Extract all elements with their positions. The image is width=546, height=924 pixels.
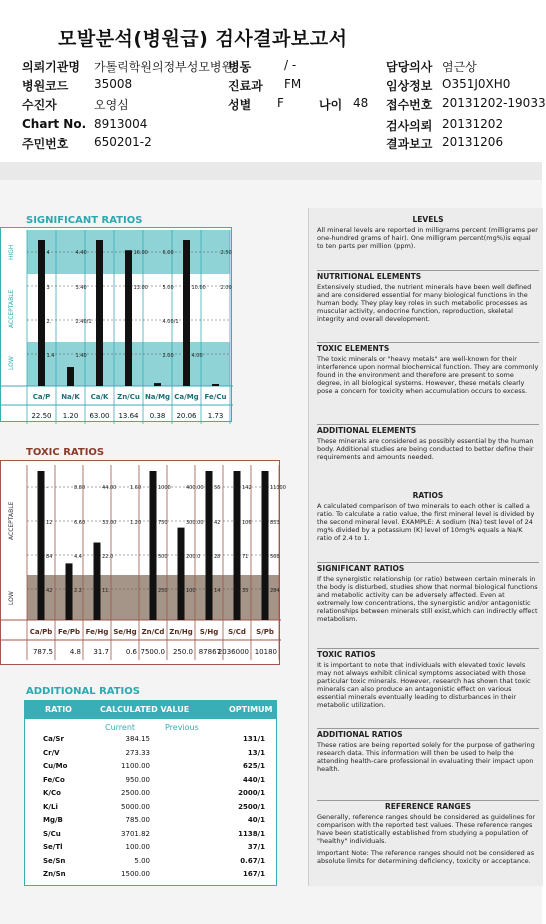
additional-ratio-row <box>25 870 276 883</box>
category-label: Zn/Hg <box>169 628 193 636</box>
ratio-current-value: 5000.00 <box>121 802 150 811</box>
category-label: Ca/K <box>90 393 109 401</box>
ratio-name: Zn/Sn <box>43 870 66 878</box>
category-label: Fe/Cu <box>204 393 227 401</box>
category-label: S/Hg <box>199 628 219 636</box>
info-ratios <box>317 492 539 542</box>
ratio-name: Cr/V <box>43 748 60 757</box>
tick-label: 11300 <box>270 485 286 491</box>
value-receipt-no: 20131202-19033 <box>442 96 546 110</box>
value-label: 31.7 <box>93 648 109 656</box>
bar-na-mg <box>154 383 161 386</box>
toxic-ratios-chart <box>0 460 286 665</box>
value-label: 4.8 <box>69 648 81 656</box>
value-label: 22.50 <box>31 412 52 420</box>
ratio-current-value: 785.00 <box>125 816 150 824</box>
significant-ratios-text: If the synergistic relationship (or ratio) between certain minerals in the body is disturbed, studies show that normal biological functions and metabolic activity can be adversely affected. Even at extremely low concentrations, the synergistic and/or antagonistic relationships between minerals still exist,which can indirectly effect metabolism. <box>317 575 538 623</box>
bar-fe-hg <box>94 543 101 620</box>
significant-ratios-heading: SIGNIFICANT RATIOS <box>317 564 405 573</box>
label-age: 나이 <box>319 98 343 112</box>
tick-label: 71 <box>242 554 249 560</box>
col-ratio: RATIO <box>45 705 72 714</box>
ratio-name: Ca/Sr <box>43 735 64 743</box>
tick-label: 1.4 <box>46 353 55 359</box>
bar-ca-p <box>38 240 45 386</box>
toxic-ratios-title: TOXIC RATIOS <box>26 447 105 458</box>
tick-label: 1.60 <box>130 485 142 491</box>
tick-label: 300.00 <box>186 520 204 526</box>
zone-label-acceptable: ACCEPTABLE <box>8 501 15 540</box>
tick-label: 14 <box>214 588 221 594</box>
toxic-text: The toxic minerals or "heavy metals" are well-known for their interference upon normal biochemical function. They are commonly found in the environment and therefore are present to some degree, in all biological systems. However, these metals clearly pose a concern for toxicity when accumulation occurs to excess. <box>317 355 539 395</box>
tick-label: 1.40 <box>75 353 87 359</box>
category-label: Ca/P <box>32 393 51 401</box>
zone-label-low: LOW <box>8 356 15 370</box>
value-department: FM <box>284 77 302 91</box>
category-label: Zn/Cd <box>141 628 165 636</box>
value-request-date: 20131202 <box>442 117 504 131</box>
bar-s-pb <box>262 471 269 620</box>
sub-previous: Previous <box>165 723 199 732</box>
nutritional-heading: NUTRITIONAL ELEMENTS <box>317 272 422 281</box>
significant-ratios-chart <box>0 227 232 422</box>
label-hospital-code: 병원코드 <box>22 79 69 93</box>
tick-label: 35 <box>242 588 249 594</box>
category-label: S/Cd <box>228 628 246 636</box>
tick-label: 8.80 <box>74 485 86 491</box>
bar-ca-k <box>96 240 103 386</box>
ratios-heading: RATIOS <box>412 491 444 500</box>
zone-label-high: HIGH <box>8 244 15 260</box>
value-label: 0.38 <box>149 412 166 420</box>
info-nutritional <box>317 270 539 323</box>
value-label: 7500.0 <box>140 648 165 656</box>
additional-ratios-header <box>25 701 276 719</box>
value-label: 87867 <box>198 648 221 656</box>
value-clinical-info: O351J0XH0 <box>442 77 511 91</box>
reference-ranges-heading: REFERENCE RANGES <box>384 802 472 811</box>
tick-label: 2.50 <box>220 250 232 256</box>
additional-ratios-text: These ratios are being reported solely for the purpose of gathering research data. This information will then be used to help the attending health-care professional in evaluating their impact upon health. <box>317 741 535 773</box>
ratio-name: K/Li <box>43 802 58 811</box>
tick-label: 4.00/1 <box>162 319 179 325</box>
ratio-optimum: 37/1 <box>247 843 265 851</box>
value-institution: 가톨릭학원의정부성모병원 <box>94 60 234 74</box>
tick-label: 2.2 <box>74 588 82 594</box>
label-clinical-info: 임상정보 <box>386 79 433 93</box>
tick-label: 22.0 <box>102 554 114 560</box>
ratio-current-value: 100.00 <box>125 843 150 851</box>
bar-ca-pb <box>38 471 45 620</box>
value-hospital-code: 35008 <box>94 77 133 91</box>
tick-label: 4.40 <box>75 250 87 256</box>
additional-ratio-row <box>25 776 276 789</box>
category-label: S/Pb <box>256 628 274 636</box>
additional-ratios-heading: ADDITIONAL RATIOS <box>317 730 403 739</box>
tick-label: 33.00 <box>102 520 117 526</box>
ratio-current-value: 5.00 <box>134 856 150 865</box>
tick-label: 6.60 <box>74 520 86 526</box>
info-toxic <box>317 342 539 395</box>
value-label: 63.00 <box>89 412 110 420</box>
info-levels <box>317 216 539 250</box>
tick-label: 100 <box>186 588 196 594</box>
value-label: 1.20 <box>62 412 79 420</box>
bar-s-hg <box>206 471 213 620</box>
ratio-optimum: 440/1 <box>242 775 265 784</box>
label-request-date: 검사의뢰 <box>386 119 433 133</box>
label-doctor: 담당의사 <box>386 60 433 74</box>
nutritional-text: Extensively studied, the nutrient minerals have been well defined and are considered essential for many biological functions in the human body. They play key roles in such metabolic processes as muscular activity, endocrine function, reproduction, skeletal integrity and overall development. <box>317 283 532 323</box>
tick-label: 4.00 <box>191 353 203 359</box>
tick-label: - <box>46 485 48 491</box>
label-receipt-no: 접수번호 <box>386 98 433 112</box>
ratio-current-value: 950.00 <box>125 775 150 784</box>
tick-label: 84 <box>46 554 53 560</box>
ratio-optimum: 40/1 <box>247 816 265 824</box>
zone-label-low: LOW <box>8 591 15 605</box>
tick-label: 42 <box>46 588 53 594</box>
category-label: Fe/Hg <box>85 628 109 636</box>
label-patient: 수진자 <box>22 98 57 112</box>
ratios-text: A calculated comparison of two minerals to each other is called a ratio. To calculate a ratio value, the first mineral level is divided by the second mineral level. EXAMPLE: A sodium (Na) test level of 24 mg% divided by a potassium (K) level of 10mg% equals a Na/K ratio of 2.4 to 1. <box>317 502 535 542</box>
bar-na-k <box>67 367 74 386</box>
col-optimum: OPTIMUM <box>229 705 273 714</box>
bar-s-cd <box>234 471 241 620</box>
additional-ratio-row <box>25 857 276 870</box>
category-label: Na/K <box>61 393 80 401</box>
tick-label: 1.20 <box>130 520 142 526</box>
ratio-name: Mg/B <box>43 816 63 824</box>
additional-elements-heading: ADDITIONAL ELEMENTS <box>317 426 417 435</box>
ratio-optimum: 1138/1 <box>238 829 265 838</box>
additional-ratio-row <box>25 789 276 802</box>
levels-text: All mineral levels are reported in milligrams percent (milligrams per one-hundred grams of hair). One milligram percent(mg%)is equal to ten parts per million (ppm). <box>317 226 538 250</box>
value-doctor: 염근상 <box>442 60 477 74</box>
additional-ratios-title: ADDITIONAL RATIOS <box>26 686 140 697</box>
ratio-optimum: 625/1 <box>242 762 265 770</box>
value-resident-no: 650201-2 <box>94 135 152 149</box>
info-additional-ratios <box>317 728 539 773</box>
sub-current: Current <box>105 723 136 732</box>
ratio-optimum: 2000/1 <box>238 789 265 797</box>
tick-label: 44.00 <box>102 485 117 491</box>
bar-fe-cu <box>212 384 219 386</box>
ratio-name: Se/Tl <box>43 843 63 851</box>
ratio-current-value: 1100.00 <box>121 762 150 770</box>
tick-label: 56 <box>214 485 221 491</box>
value-label: 2036000 <box>217 648 249 656</box>
info-additional <box>317 424 539 461</box>
additional-ratios-table <box>24 700 277 886</box>
value-label: 10180 <box>254 648 277 656</box>
tick-label: 12 <box>46 520 53 526</box>
tick-label: 6.00 <box>162 250 174 256</box>
bar-ca-mg <box>183 240 190 386</box>
tick-label: 200.0 <box>186 554 201 560</box>
tick-label: 11. <box>102 588 110 594</box>
info-reference-ranges <box>317 800 539 865</box>
additional-ratio-row <box>25 749 276 762</box>
tick-label: 2.00 <box>162 353 174 359</box>
ratio-optimum: 2500/1 <box>238 802 265 811</box>
additional-ratio-row <box>25 762 276 775</box>
label-report-date: 결과보고 <box>386 137 433 151</box>
category-label: Fe/Pb <box>58 628 80 636</box>
tick-label: 10.00 <box>191 285 206 291</box>
ratio-optimum: 167/1 <box>242 870 265 878</box>
reference-ranges-text: Generally, reference ranges should be considered as guidelines for comparison with the reported test values. These reference ranges have been statistically established from studying a population of "healthy" individuals. <box>317 813 536 845</box>
ratio-current-value: 1500.00 <box>121 870 150 878</box>
ratio-current-value: 3701.82 <box>121 829 150 838</box>
tick-label: 284 <box>270 588 280 594</box>
category-label: Na/Mg <box>144 393 171 401</box>
col-calculated: CALCULATED VALUE <box>100 705 190 714</box>
category-label: Zn/Cu <box>117 393 140 401</box>
ratio-optimum: 131/1 <box>242 735 265 743</box>
additional-ratio-row <box>25 735 276 748</box>
value-ward: / - <box>284 58 297 72</box>
tick-label: 500 <box>158 554 168 560</box>
toxic-ratios-heading: TOXIC RATIOS <box>317 650 376 659</box>
zone-label-acceptable: ACCEPTABLE <box>8 289 15 328</box>
ratio-current-value: 384.15 <box>125 735 150 743</box>
tick-label: 13.00 <box>133 285 148 291</box>
additional-ratio-row <box>25 816 276 829</box>
bar-zn-cu <box>125 250 132 386</box>
tick-label: 142 <box>242 485 252 491</box>
tick-label: 400.00 <box>186 485 204 491</box>
info-panel <box>308 208 543 886</box>
label-institution: 의뢰기관명 <box>22 60 80 74</box>
separator-band <box>0 162 542 180</box>
ratio-optimum: 0.67/1 <box>240 856 265 865</box>
tick-label: 3.40 <box>75 285 87 291</box>
info-toxic-ratios <box>317 648 539 709</box>
tick-label: 106 <box>242 520 252 526</box>
tick-label: 42 <box>214 520 221 526</box>
value-age: 48 <box>353 96 369 110</box>
value-label: 250.0 <box>172 648 193 656</box>
additional-elements-text: These minerals are considered as possibly essential by the human body. Additional studies are being conducted to better define their requirements and amounts needed. <box>317 437 534 461</box>
value-label: 787.5 <box>32 648 53 656</box>
ratio-name: K/Co <box>43 789 61 797</box>
category-label: Ca/Mg <box>174 393 199 401</box>
tick-label: 2.00 <box>220 285 232 291</box>
additional-ratio-row <box>25 843 276 856</box>
ratio-name: Cu/Mo <box>43 762 68 770</box>
label-department: 진료과 <box>228 79 263 93</box>
tick-label: 4 <box>46 250 50 256</box>
additional-ratio-row <box>25 830 276 843</box>
ratio-name: Se/Sn <box>43 856 66 865</box>
value-patient: 오영심 <box>94 98 129 112</box>
significant-ratios-svg <box>1 228 233 423</box>
ratio-optimum: 13/1 <box>247 748 265 757</box>
category-label: Se/Hg <box>113 628 137 636</box>
value-label: 1.73 <box>207 412 224 420</box>
tick-label: 853 <box>270 520 280 526</box>
label-chart-no: Chart No. <box>22 117 87 131</box>
value-report-date: 20131206 <box>442 135 504 149</box>
tick-label: 750 <box>158 520 168 526</box>
levels-heading: LEVELS <box>412 215 444 224</box>
bar-zn-hg <box>178 528 185 620</box>
ratio-current-value: 2500.00 <box>121 789 150 797</box>
value-sex: F <box>277 96 284 110</box>
tick-label: 16.00 <box>133 250 148 256</box>
tick-label: 5.00 <box>162 285 174 291</box>
value-label: 20.06 <box>176 412 197 420</box>
bar-fe-pb <box>66 563 73 620</box>
label-resident-no: 주민번호 <box>22 137 69 151</box>
toxic-heading: TOXIC ELEMENTS <box>317 344 390 353</box>
report-header <box>0 56 546 152</box>
tick-label: 1000 <box>158 485 171 491</box>
label-ward: 병동 <box>228 60 252 74</box>
tick-label: 4.4 <box>74 554 82 560</box>
bar-zn-cd <box>150 471 157 620</box>
tick-label: 250 <box>158 588 168 594</box>
tick-label: 568 <box>270 554 280 560</box>
significant-ratios-title: SIGNIFICANT RATIOS <box>26 215 143 226</box>
label-sex: 성별 <box>228 98 252 112</box>
ratio-name: Fe/Co <box>43 775 65 784</box>
category-label: Ca/Pb <box>29 628 53 636</box>
ratio-name: S/Cu <box>43 829 61 838</box>
tick-label: 2. <box>46 319 52 325</box>
additional-ratio-row <box>25 803 276 816</box>
ratio-current-value: 273.33 <box>125 748 150 757</box>
value-label: 0.6 <box>125 648 137 656</box>
reference-note-text: Important Note: The reference ranges should not be considered as absolute limits for determining deficiency, toxicity or acceptance. <box>317 849 535 865</box>
value-label: 13.64 <box>118 412 139 420</box>
tick-label: 28 <box>214 554 221 560</box>
tick-label: 3 <box>46 285 50 291</box>
report-title: 모발분석(병원급) 검사결과보고서 <box>58 28 348 50</box>
tick-label: 2.40/1 <box>75 319 92 325</box>
toxic-ratios-svg <box>1 461 286 666</box>
toxic-ratios-text: It is important to note that individuals with elevated toxic levels may not always exhibit clinical symptoms associated with those particular toxic minerals. However, research has shown that toxic minerals can also produce an antagonistic effect on various essential minerals eventually leading to disturbances in their metabolic utilization. <box>317 661 531 709</box>
value-chart-no: 8913004 <box>94 117 148 131</box>
info-significant-ratios <box>317 562 539 623</box>
